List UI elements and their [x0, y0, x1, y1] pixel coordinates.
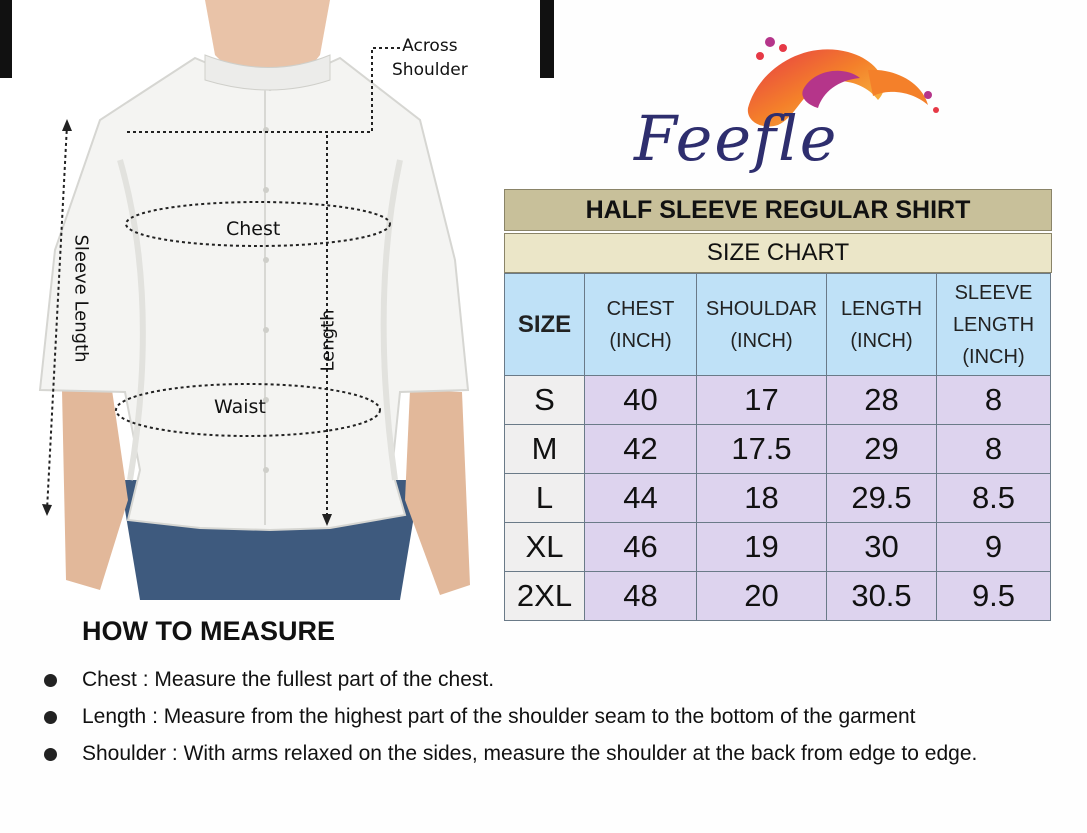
- shoulder-cell: 18: [697, 474, 827, 523]
- chest-cell: 42: [585, 425, 697, 474]
- chest-label: Chest: [226, 218, 281, 240]
- list-item: Length : Measure from the highest part of the shoulder seam to the bottom of the garment: [44, 701, 977, 738]
- bullet-icon: [44, 711, 57, 724]
- header-length: LENGTH (INCH): [827, 274, 937, 376]
- brand-name: Feefle: [634, 102, 839, 175]
- sleeve-length-label: Sleeve Length: [70, 234, 92, 363]
- sleeve-length-cell: 8: [937, 376, 1051, 425]
- table-row: [505, 376, 1051, 425]
- shoulder-cell: 17: [697, 376, 827, 425]
- list-item: Shoulder : With arms relaxed on the sides, measure the shoulder at the back from edge to edge.: [44, 738, 977, 775]
- shoulder-cell: 19: [697, 523, 827, 572]
- length-cell: 28: [827, 376, 937, 425]
- measure-tips-list: [44, 664, 977, 775]
- chest-cell: 46: [585, 523, 697, 572]
- header-shoulder: SHOULDAR (INCH): [697, 274, 827, 376]
- length-label: Length: [317, 309, 339, 372]
- header-sleeve-length: SLEEVE LENGTH (INCH): [937, 274, 1051, 376]
- chest-cell: 40: [585, 376, 697, 425]
- length-cell: 29.5: [827, 474, 937, 523]
- sleeve-length-cell: 8.5: [937, 474, 1051, 523]
- list-item: Chest : Measure the fullest part of the chest.: [44, 664, 977, 701]
- chest-cell: 48: [585, 572, 697, 621]
- table-row: [505, 523, 1051, 572]
- table-row: [505, 474, 1051, 523]
- waist-label: Waist: [214, 396, 266, 418]
- brand-logo: [628, 30, 948, 180]
- size-cell: 2XL: [505, 572, 585, 621]
- across-shoulder-label: Across Shoulder: [392, 36, 468, 80]
- right-hand: [405, 390, 470, 595]
- shoulder-cell: 20: [697, 572, 827, 621]
- sleeve-length-cell: 9.5: [937, 572, 1051, 621]
- size-cell: M: [505, 425, 585, 474]
- table-row: [505, 425, 1051, 474]
- size-cell: S: [505, 376, 585, 425]
- chart-subtitle: SIZE CHART: [504, 233, 1052, 273]
- table-header-row: [505, 274, 1051, 376]
- bullet-icon: [44, 748, 57, 761]
- how-to-measure-heading: HOW TO MEASURE: [82, 616, 336, 646]
- model-photo: [0, 0, 560, 600]
- length-cell: 30.5: [827, 572, 937, 621]
- size-cell: L: [505, 474, 585, 523]
- bullet-icon: [44, 674, 57, 687]
- shoulder-cell: 17.5: [697, 425, 827, 474]
- header-size: SIZE: [505, 274, 585, 376]
- sleeve-length-cell: 9: [937, 523, 1051, 572]
- left-hand: [62, 390, 128, 590]
- table-row: [505, 572, 1051, 621]
- sleeve-length-cell: 8: [937, 425, 1051, 474]
- size-cell: XL: [505, 523, 585, 572]
- length-cell: 29: [827, 425, 937, 474]
- length-cell: 30: [827, 523, 937, 572]
- size-table: [504, 273, 1051, 621]
- chart-title: HALF SLEEVE REGULAR SHIRT: [504, 189, 1052, 231]
- header-chest: CHEST (INCH): [585, 274, 697, 376]
- chest-cell: 44: [585, 474, 697, 523]
